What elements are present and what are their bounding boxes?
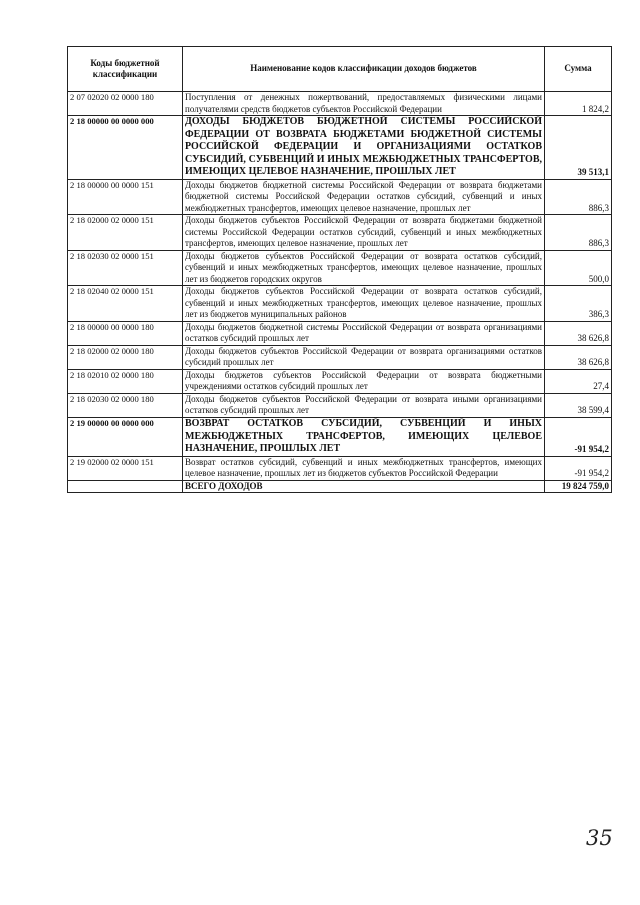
code-cell: 2 18 02000 02 0000 151 [68, 215, 183, 251]
code-cell: 2 18 02030 02 0000 180 [68, 393, 183, 417]
name-cell: Возврат остатков субсидий, субвенций и иных межбюджетных трансфертов, имеющих целевое назначение, прошлых лет из бюджетов субъектов Российской Федерации [183, 456, 545, 480]
table-row [68, 116, 612, 180]
name-cell: ВОЗВРАТ ОСТАТКОВ СУБСИДИЙ, СУБВЕНЦИЙ И ИНЫХ МЕЖБЮДЖЕТНЫХ ТРАНСФЕРТОВ, ИМЕЮЩИХ ЦЕЛЕВОЕ НАЗНАЧЕНИЕ, ПРОШЛЫХ ЛЕТ [183, 417, 545, 456]
sum-cell: 38 626,8 [545, 345, 612, 369]
total-label: ВСЕГО ДОХОДОВ [183, 480, 545, 493]
code-cell: 2 18 02030 02 0000 151 [68, 250, 183, 286]
name-cell: Доходы бюджетов субъектов Российской Федерации от возврата иными организациями остатков субсидий прошлых лет [183, 393, 545, 417]
sum-cell: 38 626,8 [545, 321, 612, 345]
sum-cell: -91 954,2 [545, 456, 612, 480]
total-sum: 19 824 759,0 [545, 480, 612, 493]
name-cell: ДОХОДЫ БЮДЖЕТОВ БЮДЖЕТНОЙ СИСТЕМЫ РОССИЙСКОЙ ФЕДЕРАЦИИ ОТ ВОЗВРАТА БЮДЖЕТАМИ БЮДЖЕТНОЙ СИСТЕМЫ РОССИЙСКОЙ ФЕДЕРАЦИИ И ОРГАНИЗАЦИЯМИ ОСТАТКОВ СУБСИДИЙ, СУБВЕНЦИЙ И ИНЫХ МЕЖБЮДЖЕТНЫХ ТРАНСФЕРТОВ, ИМЕЮЩИХ ЦЕЛЕВОЕ НАЗНАЧЕНИЕ, ПРОШЛЫХ ЛЕТ [183, 116, 545, 180]
name-cell: Доходы бюджетов субъектов Российской Федерации от возврата остатков субсидий, субвенций и иных межбюджетных трансфертов, имеющих целевое назначение, прошлых лет из бюджетов муниципальных районов [183, 286, 545, 322]
code-cell: 2 19 00000 00 0000 000 [68, 417, 183, 456]
table-row [68, 286, 612, 322]
table-row [68, 92, 612, 116]
sum-cell: 886,3 [545, 215, 612, 251]
sum-cell: 38 599,4 [545, 393, 612, 417]
table-row [68, 345, 612, 369]
code-cell: 2 19 02000 02 0000 151 [68, 456, 183, 480]
table-row [68, 321, 612, 345]
total-code-cell [68, 480, 183, 493]
table-row [68, 215, 612, 251]
sum-cell: 27,4 [545, 369, 612, 393]
code-cell: 2 18 00000 00 0000 180 [68, 321, 183, 345]
code-cell: 2 07 02020 02 0000 180 [68, 92, 183, 116]
code-cell: 2 18 00000 00 0000 000 [68, 116, 183, 180]
table-row [68, 369, 612, 393]
table-body [68, 92, 612, 493]
sum-cell: 39 513,1 [545, 116, 612, 180]
name-cell: Доходы бюджетов бюджетной системы Российской Федерации от возврата бюджетами бюджетной системы Российской Федерации остатков субсидий, субвенций и иных межбюджетных трансфертов, имеющих целевое назначение, прошлых лет [183, 179, 545, 215]
table-header [68, 47, 612, 92]
page-number: 35 [586, 826, 613, 850]
code-cell: 2 18 02010 02 0000 180 [68, 369, 183, 393]
table-row [68, 456, 612, 480]
sum-cell: 386,3 [545, 286, 612, 322]
code-cell: 2 18 02000 02 0000 180 [68, 345, 183, 369]
sum-cell: 500,0 [545, 250, 612, 286]
name-cell: Доходы бюджетов субъектов Российской Федерации от возврата организациями остатков субсидий прошлых лет [183, 345, 545, 369]
header-name: Наименование кодов классификации доходов бюджетов [183, 47, 545, 92]
name-cell: Доходы бюджетов субъектов Российской Федерации от возврата бюджетами бюджетной системы Российской Федерации остатков субсидий, субвенций и иных межбюджетных трансфертов, имеющих целевое назначение, прошлых лет [183, 215, 545, 251]
sum-cell: -91 954,2 [545, 417, 612, 456]
code-cell: 2 18 00000 00 0000 151 [68, 179, 183, 215]
code-cell: 2 18 02040 02 0000 151 [68, 286, 183, 322]
header-code: Коды бюджетной классификации [68, 47, 183, 92]
total-row [68, 480, 612, 493]
table-row [68, 250, 612, 286]
revenue-table [67, 46, 612, 493]
name-cell: Доходы бюджетов субъектов Российской Федерации от возврата бюджетными учреждениями остатков субсидий прошлых лет [183, 369, 545, 393]
sum-cell: 1 824,2 [545, 92, 612, 116]
table-row [68, 393, 612, 417]
name-cell: Поступления от денежных пожертвований, предоставляемых физическими лицами получателями средств бюджетов субъектов Российской Федерации [183, 92, 545, 116]
name-cell: Доходы бюджетов субъектов Российской Федерации от возврата остатков субсидий, субвенций и иных межбюджетных трансфертов, имеющих целевое назначение, прошлых лет из бюджетов городских округов [183, 250, 545, 286]
name-cell: Доходы бюджетов бюджетной системы Российской Федерации от возврата организациями остатков субсидий прошлых лет [183, 321, 545, 345]
sum-cell: 886,3 [545, 179, 612, 215]
table-row [68, 179, 612, 215]
table-row [68, 417, 612, 456]
header-sum: Сумма [545, 47, 612, 92]
